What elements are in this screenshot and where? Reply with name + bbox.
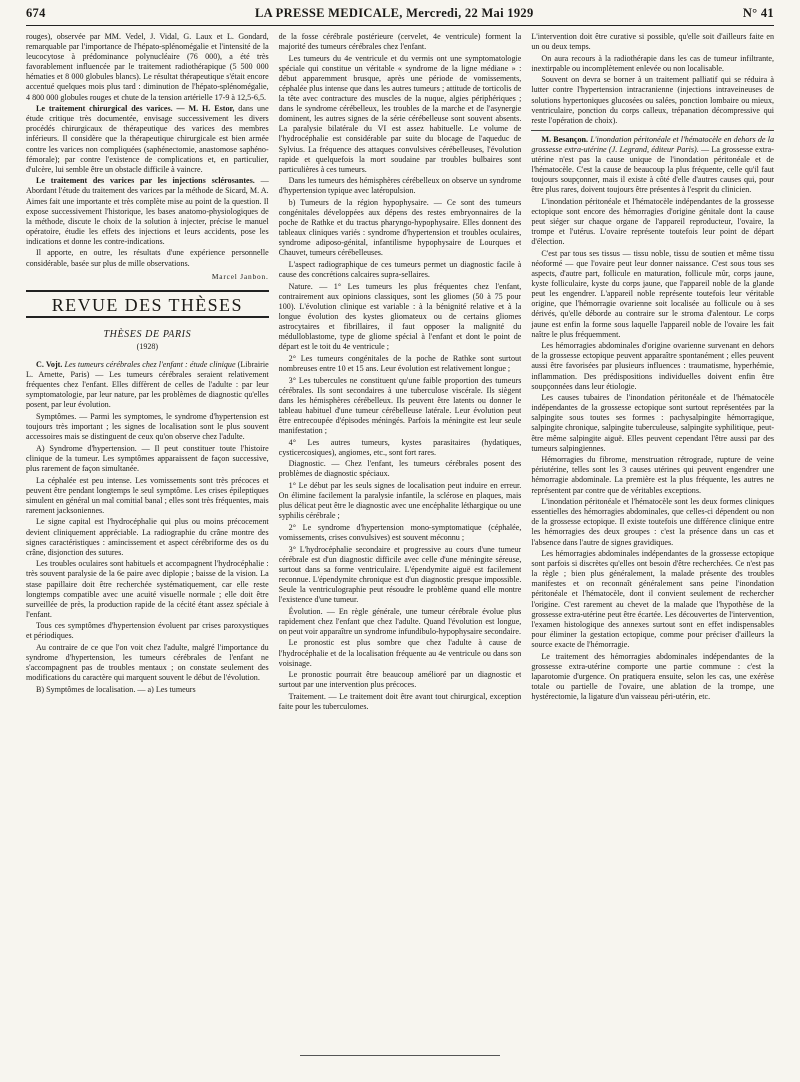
paragraph: On aura recours à la radiothérapie dans les cas de tumeur infiltrante, inextirpable ou incomplètement enlevée ou non localisable. bbox=[531, 53, 775, 73]
paragraph: A) Syndrome d'hypertension. — Il peut constituer toute l'histoire clinique de la tumeur. Les symptômes apparaissent de façon successive, plus rarement de façon simultanée. bbox=[26, 443, 269, 473]
paragraph: de la fosse cérébrale postérieure (cervelet, 4e ventricule) forment la majorité des tumeurs cérébrales chez l'enfant. bbox=[278, 32, 522, 52]
paragraph: M. Besançon. L'inondation péritonéale et l'hématocèle en dehors de la grossesse extra-utérine (J. Legrand, éditeur Paris). — La grossesse extra-utérine n'est pas la cause unique de l'inondation péritonéale et de l'hématocèle. C'est la cause de beaucoup la plus fréquente, celle qu'il faut toujours soupçonner, mais il existe à côté d'elle d'autres causes qui, pour être plus rares, doivent toujours être présentes à l'esprit du clinicien. bbox=[531, 134, 775, 195]
thesis-title: Les tumeurs cérébrales chez l'enfant : étude clinique bbox=[64, 360, 236, 370]
paragraph: 2° Les tumeurs congénitales de la poche de Rathke sont surtout nombreuses entre 10 et 15 ans. Leur évolution est relativement longue ; bbox=[278, 353, 522, 373]
paragraph: 2° Le syndrome d'hypertension mono-symptomatique (céphalée, vomissements, crises convulsives) est souvent méconnu ; bbox=[278, 522, 522, 542]
page-number: 674 bbox=[26, 6, 46, 20]
issue-number: N° 41 bbox=[742, 6, 774, 20]
column-middle bbox=[279, 32, 522, 1042]
subsection-heading: THÈSES DE PARIS bbox=[103, 328, 192, 340]
paragraph: 4° Les autres tumeurs, kystes parasitaires (hydatiques, cysticercosiques), angiomes, etc., sont fort rares. bbox=[278, 437, 522, 457]
paragraph: Les hémorragies abdominales indépendantes de la grossesse ectopique sont parfois si discrètes qu'elles ont besoin d'être recherchées. Ce n'est pas la règle ; bien plus généralement, la malade présente des troubles manifestes et on reconnaît généralement sans peine l'inondation péritonéale et l'hématocèle, dont il convient seulement de rechercher l'origine. C'est rarement au chevet de la malade que l'hypothèse de la grossesse extra-utérine peut être écartée. Les découvertes de l'intervention, l'examen histologique des annexes surtout sont en effet indispensables pour éliminer la gestation ectopique, comme pour préciser d'ailleurs la source exacte de l'hémorragie. bbox=[531, 549, 775, 649]
paragraph: Tous ces symptômes d'hypertension évoluent par crises paroxystiques et périodiques. bbox=[26, 621, 269, 641]
subsection-year: (1928) bbox=[136, 341, 158, 351]
author: C. Vojt. bbox=[36, 360, 63, 370]
paragraph: L'inondation péritonéale et l'hématocèle sont les deux formes cliniques essentielles des hémorragies abdominales, que celles-ci dépendent ou non de la grossesse ectopique. Il existe toutefois une différence clinique entre les hémorragies des deux groupes : c'est la présence dans un cas et l'absence dans l'autre de signes gravidiques. bbox=[531, 497, 775, 547]
running-head bbox=[26, 0, 774, 26]
paragraph: Le signe capital est l'hydrocéphalie qui plus ou moins précocement devient cliniquement appréciable. La radiographie du crâne montre des signes caractéristiques : amincissement et aspect cérébriforme des os du crâne, disjonction des sutures. bbox=[26, 517, 269, 557]
column-left bbox=[26, 32, 269, 1042]
paragraph: 1° Le début par les seuls signes de localisation peut induire en erreur. On élimine facilement la paralysie infantile, la sclérose en plaques, mais plus délicat peut être le diagnostic avec une encéphalite léthargique ou une syphilis cérébrale ; bbox=[278, 481, 522, 521]
paragraph: C'est par tous ses tissus — tissu noble, tissu de soutien et même tissu néoformé — que l'ovaire peut leur donner naissance. C'est sous tous ses aspects, d'autre part, follicule en maturation, follicule mûr, corps jaune, kyste folliculaire, kyste du corps jaune, que l'appareil noble de la glande peut les engendrer. L'appareil noble représente toutefois leur véritable origine, que l'hémorragie ovarienne soit localisée au follicule ou à ses dérivés, qu'elle déborde au contraire sur le stroma d'alentour. Le corps jaune est enfin la forme sous laquelle l'appareil noble de l'ovaire les fait naître le plus fréquemment. bbox=[531, 248, 775, 339]
paragraph: rouges), observée par MM. Vedel, J. Vidal, G. Laux et L. Gondard, remarquable par l'importance de l'hépato-splénomégalie et l'intensité de la leucocytose à prédominance polynucléaire (76 000), a été très favorablement influencée par le traitement radiothérapique (5 500 000 hématies et 8 000 globules blancs). Le résultat thérapeutique s'était encore accentué quelques mois plus tard : diminution de l'hépato-splénomégalie, 4 800 000 globules rouges et chute de la tension artérielle 17-9 à 12,5-6,5. bbox=[26, 32, 269, 102]
paragraph: Le traitement chirurgical des varices. — M. H. Estor, dans une étude critique très documentée, envisage successivement les divers procédés chirurgicaux de thérapeutique des varices des membres inférieurs. Il considère que la thérapeutique chirurgicale est bien armée contre les varices non compliquées (saphénectomie, anastomose saphéno-fémorale); par contre l'existence de complications et, en particulier, d'ulcère, lui semble être un obstacle difficile à vaincre. bbox=[26, 104, 269, 174]
paragraph: Le traitement des hémorragies abdominales indépendantes de la grossesse extra-utérine comporte une partie commune : c'est la laparotomie d'urgence. On pratiquera ensuite, selon les cas, une exérèse totale ou partielle de l'ovaire, une ablation de la trompe, une hystérectomie, la ligature d'un vaisseau péri-utérin, etc. bbox=[531, 651, 775, 701]
column-right bbox=[531, 32, 774, 1042]
paragraph: La céphalée est peu intense. Les vomissements sont très précoces et peuvent être pendant longtemps le seul symptôme. Les crises épileptiques simulent en général un mal comitial banal ; elles sont très fréquentes, mais rarement jacksoniennes. bbox=[26, 475, 269, 515]
paragraph: Évolution. — En règle générale, une tumeur cérébrale évolue plus rapidement chez l'enfant que chez l'adulte. Quand l'évolution est longue, on peut voir apparaître un syndrome infundibulo-hypophysaire secondaire. bbox=[278, 606, 522, 636]
author: M. Besançon. bbox=[541, 134, 589, 144]
section-heading: REVUE DES THÈSES bbox=[26, 290, 269, 318]
paragraph: Le traitement des varices par les injections sclérosantes. — Abordant l'étude du traitement des varices par la méthode de Sicard, M. A. Aimes fait une importante et très complète mise au point de la question. Il expose successivement l'historique, les bases anatomo-physiologiques de la méthode, discute le choix de la solution à injecter, précise le manuel opératoire, étudie les effets des injections et leurs accidents, pose les indications et donne les contre-indications. bbox=[26, 176, 269, 246]
paragraph: Les tumeurs du 4e ventricule et du vermis ont une symptomatologie spéciale qui constitue un véritable « syndrome de la ligne médiane » : début apparemment brusque, après une période de vomissements, céphalée plus intense que dans les autres tumeurs ; attitude de torticolis de la tête avec contracture des muscles de la nuque, algies périphériques ; dans le syndrome cérébelleux, les troubles de la marche et de l'asynergie dominent, les autres signes de la série cérébelleuse sont souvent absents. La paralysie bilatérale du VI est assez habituelle. Le volume de l'hydrocéphalie est considérable par suite du blocage de l'aqueduc de Sylvius. La fréquence des attaques convulsives cérébelleuses, l'évolution rapide et quelquefois la mort soudaine par troubles bulbaires sont particulières à ces tumeurs. bbox=[278, 53, 522, 174]
paragraph: Les causes tubaires de l'inondation péritonéale et de l'hématocèle indépendantes de la grossesse ectopique sont surtout représentées par la salpingite sous toutes ses formes : pachysalpingite hémorragique, salpingite chronique, salpingite tuberculeuse, salpingite syphilitique, peut-être même salpingite aiguë. Elles peuvent cependant l'être aussi par des tumeurs salpingiennes. bbox=[531, 393, 775, 453]
paragraph: 3° Les tubercules ne constituent qu'une faible proportion des tumeurs cérébrales. Ils sont secondaires à une tuberculose viscérale. Ils siègent dans les hémisphères cérébelleux. Ils peuvent être latents ou donner le tableau habituel d'une tumeur cérébelleuse latérale. Leur évolution peut être entrecoupée d'épisodes méningés. Parfois la méningite est leur seule manifestation ; bbox=[278, 375, 522, 436]
paragraph: Le pronostic est plus sombre que chez l'adulte à cause de l'hydrocéphalie et de la localisation fréquente au 4e ventricule ou dans son voisinage. bbox=[278, 638, 522, 668]
paragraph: Symptômes. — Parmi les symptomes, le syndrome d'hypertension est toujours très important ; les signes de localisation sont le plus souvent accessoires mais se distinguent de ceux qu'on observe chez l'adulte. bbox=[26, 412, 269, 442]
paragraph: B) Symptômes de localisation. — a) Les tumeurs bbox=[36, 684, 196, 694]
article-title: Le traitement des varices par les injections sclérosantes. bbox=[36, 176, 255, 186]
signature: Marcel Janbon. bbox=[211, 271, 269, 281]
text-columns bbox=[26, 32, 774, 1042]
paragraph: Le pronostic pourrait être beaucoup amélioré par un diagnostic et surtout par une intervention plus précoces. bbox=[278, 670, 522, 690]
paragraph: L'intervention doit être curative si possible, qu'elle soit d'ailleurs faite en un ou deux temps. bbox=[531, 32, 775, 52]
paragraph: Les troubles oculaires sont habituels et accompagnent l'hydrocéphalie : très souvent paralysie de la 6e paire avec diplopie ; baisse de la vision. La stase papillaire doit être recherchée systématiquement, car elle reste longtemps compatible avec une acuité visuelle normale ; elle doit être surveillée de près, la production rapide de la cécité étant assez spéciale à l'enfant. bbox=[26, 559, 269, 619]
paragraph: L'aspect radiographique de ces tumeurs permet un diagnostic facile à cause des concrétions calcaires supra-sellaires. bbox=[278, 260, 522, 280]
thesis-title: L'inondation péritonéale et l'hématocèle en dehors de la grossesse extra-utérine bbox=[531, 134, 774, 154]
paragraph: Diagnostic. — Chez l'enfant, les tumeurs cérébrales posent des problèmes de diagnostic spéciaux. bbox=[278, 459, 522, 479]
footer-rule bbox=[300, 1055, 500, 1056]
paragraph: Nature. — 1° Les tumeurs les plus fréquentes chez l'enfant, contrairement aux opinions classiques, sont les gliomes (50 à 75 pour 100). L'évolution clinique est variable : à la bénignité relative et à la longue évolution des kystes gliomateux ou de certains gliomes astrocytaires et fibrillaires, il faut opposer la malignité du médulloblastome, type de gliome spécial à l'enfant et dont le point de départ est le toit du 4e ventricule ; bbox=[278, 281, 522, 352]
journal-title: LA PRESSE MEDICALE, Mercredi, 22 Mai 1929 bbox=[254, 6, 534, 20]
paragraph: Souvent on devra se borner à un traitement palliatif qui se réduira à lutter contre l'hypertension intracranienne (injections intraveineuses de solutions hypertoniques glucosées ou salées, ponction lombaire ou mieux, ventriculaire, ponction du corps calleux, trépanation décompressive qui reste l'opération de choix). bbox=[531, 75, 775, 125]
paragraph: 3° L'hydrocéphalie secondaire et progressive au cours d'une tumeur cérébrale est d'un diagnostic difficile avec celle d'une méningite séreuse, surtout dans sa forme ventriculaire. L'épendymite aiguë est facilement reconnue. L'épendymite chronique est d'un diagnostic presque impossible. Seule la ventriculographie peut résoudre le problème quand elle montre l'existence d'une tumeur. bbox=[278, 544, 522, 605]
paragraph: Il apporte, en outre, les résultats d'une expérience personnelle considérable, basée sur plus de mille observations. bbox=[26, 248, 269, 268]
paragraph: L'inondation péritonéale et l'hématocèle indépendantes de la grossesse ectopique sont encore des hémorragies d'origine génitale dont la cause peut siéger sur chaque organe de l'appareil reproducteur, l'ovaire, la trompe et l'utérus. L'ovaire représente toutefois leur point de départ d'élection. bbox=[531, 196, 775, 247]
paragraph: b) Tumeurs de la région hypophysaire. — Ce sont des tumeurs congénitales développées aux dépens des restes embryonnaires de la poche de Rathke et du tractus pharyngo-hypophysaire. Elles donnent des tableaux cliniques variés : syndrome d'hypertension et troubles oculaires, syndrome adiposo-génital, infantilisme hypophysaire de Lourques et Chauvet, tumeurs cérébelleuses. bbox=[278, 198, 522, 258]
paragraph: Au contraire de ce que l'on voit chez l'adulte, malgré l'importance du syndrome d'hypertension, les tumeurs cérébrales de l'enfant ne s'accompagnent pas de troubles mentaux ; on constate seulement des modifications du caractère qui marquent souvent le début de l'évolution. bbox=[26, 643, 269, 683]
paragraph: Hémorragies du fibrome, menstruation rétrograde, rupture de veine périutérine, telles sont les 3 causes utérines qui peuvent engendrer une hémorragie abdominale. La première est la plus fréquente, les autres ne représentent par contre que de véritables exceptions. bbox=[531, 455, 775, 495]
paragraph: Traitement. — Le traitement doit être avant tout chirurgical, exception faite pour les tuberculomes. bbox=[278, 691, 522, 711]
divider bbox=[531, 130, 774, 131]
paragraph: Dans les tumeurs des hémisphères cérébelleux on observe un syndrome d'hypertension typique avec latéropulsion. bbox=[278, 176, 522, 196]
paragraph: C. Vojt. Les tumeurs cérébrales chez l'enfant : étude clinique (Librairie L. Arnette, Paris) — Les tumeurs cérébrales seraient relativement fréquentes chez l'enfant. Elles diffèrent de celles de l'adulte : par leur symptomatologie, par leur nature, par les problèmes de diagnostic qu'elles posent, par leur évolution. bbox=[26, 360, 269, 410]
article-title: Le traitement chirurgical des varices. — M. H. Estor, bbox=[36, 104, 235, 114]
paragraph: Les hémorragies abdominales d'origine ovarienne survenant en dehors de la grossesse ectopique peuvent apparaître spontanément ; elles peuvent aussi être favorisées par plusieurs influences : traumatisme, hyperhémie, inflammation. Des prédispositions individuelles doivent enfin être soupçonnées dans leur étiologie. bbox=[531, 341, 775, 391]
